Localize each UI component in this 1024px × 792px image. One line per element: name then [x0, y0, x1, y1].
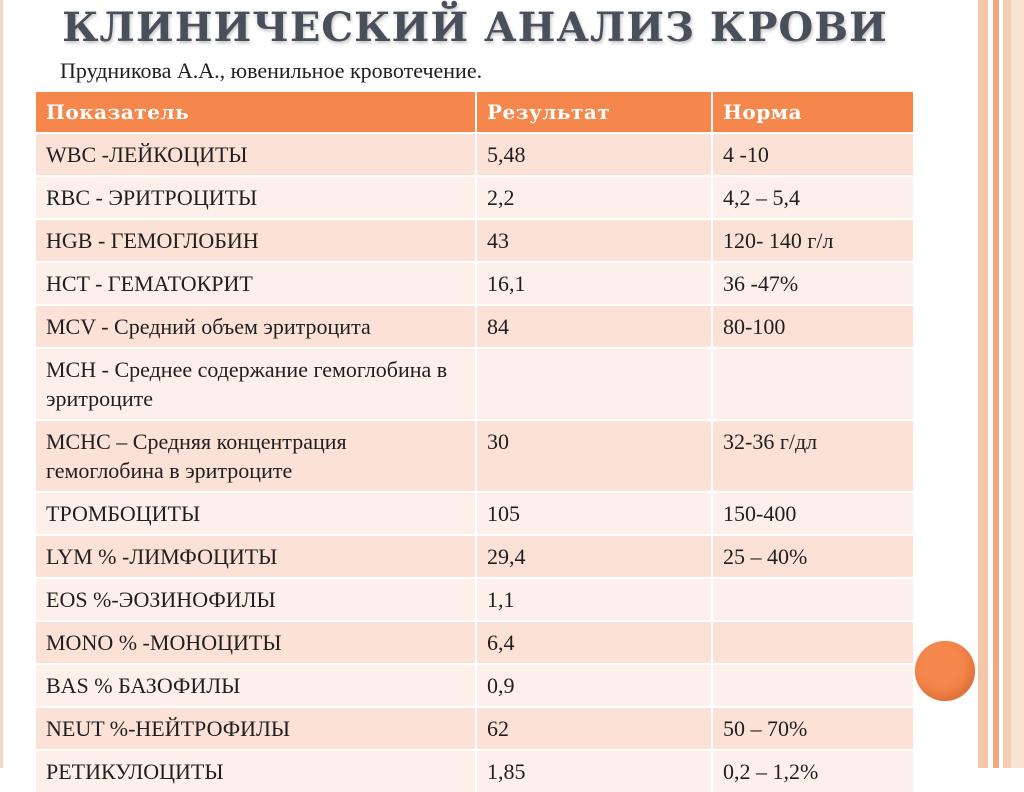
cell-result: 2,2	[476, 176, 712, 219]
table-row	[36, 133, 914, 176]
cell-norm	[712, 348, 914, 420]
table-row	[36, 305, 914, 348]
cell-parameter: BAS % БАЗОФИЛЫ	[36, 664, 476, 707]
cell-parameter: ТРОМБОЦИТЫ	[36, 492, 476, 535]
cell-norm: 80-100	[712, 305, 914, 348]
cell-norm: 36 -47%	[712, 262, 914, 305]
cell-norm	[712, 664, 914, 707]
left-border-line	[0, 0, 3, 768]
cell-norm: 150-400	[712, 492, 914, 535]
cell-result: 16,1	[476, 262, 712, 305]
table-row	[36, 420, 914, 492]
cell-parameter: EOS %-ЭОЗИНОФИЛЫ	[36, 578, 476, 621]
cell-result: 84	[476, 305, 712, 348]
cell-result: 105	[476, 492, 712, 535]
cell-result: 1,85	[476, 750, 712, 792]
table-header-row	[36, 92, 914, 133]
table-row	[36, 664, 914, 707]
cell-result: 30	[476, 420, 712, 492]
table-row	[36, 492, 914, 535]
cell-result: 62	[476, 707, 712, 750]
header-norm: Норма	[712, 92, 914, 133]
cell-parameter: MCHC – Средняя концентрация гемоглобина в эритроците	[36, 420, 476, 492]
cell-parameter: РЕТИКУЛОЦИТЫ	[36, 750, 476, 792]
table-row	[36, 176, 914, 219]
cell-parameter: RBC - ЭРИТРОЦИТЫ	[36, 176, 476, 219]
header-result: Результат	[476, 92, 712, 133]
cell-norm	[712, 578, 914, 621]
table-row	[36, 535, 914, 578]
slide-title: КЛИНИЧЕСКИЙ АНАЛИЗ КРОВИ	[62, 4, 888, 51]
cell-result	[476, 348, 712, 420]
decorative-circle	[915, 641, 975, 701]
cell-norm	[712, 621, 914, 664]
cell-parameter: MCV - Средний объем эритроцита	[36, 305, 476, 348]
cell-norm: 4 -10	[712, 133, 914, 176]
cell-parameter: WBC -ЛЕЙКОЦИТЫ	[36, 133, 476, 176]
cell-parameter: NEUT %-НЕЙТРОФИЛЫ	[36, 707, 476, 750]
cell-norm: 0,2 – 1,2%	[712, 750, 914, 792]
cell-result: 0,9	[476, 664, 712, 707]
cell-norm: 50 – 70%	[712, 707, 914, 750]
cell-result: 29,4	[476, 535, 712, 578]
cell-norm: 25 – 40%	[712, 535, 914, 578]
decorative-stripe	[978, 0, 988, 768]
cell-norm: 32-36 г/дл	[712, 420, 914, 492]
cell-parameter: HCT - ГЕМАТОКРИТ	[36, 262, 476, 305]
cell-norm: 4,2 – 5,4	[712, 176, 914, 219]
table-row	[36, 262, 914, 305]
table-row	[36, 707, 914, 750]
cell-result: 1,1	[476, 578, 712, 621]
cell-parameter: HGB - ГЕМОГЛОБИН	[36, 219, 476, 262]
cell-result: 43	[476, 219, 712, 262]
table-row	[36, 578, 914, 621]
decorative-stripe	[1003, 0, 1011, 768]
cell-parameter: MCH - Среднее содержание гемоглобина в эритроците	[36, 348, 476, 420]
table-row	[36, 348, 914, 420]
decorative-stripe	[1011, 0, 1024, 768]
cell-parameter: LYM % -ЛИМФОЦИТЫ	[36, 535, 476, 578]
table-row	[36, 750, 914, 792]
slide-subtitle: Прудникова А.А., ювенильное кровотечение.	[60, 58, 483, 83]
cell-norm: 120- 140 г/л	[712, 219, 914, 262]
blood-analysis-table	[36, 92, 915, 792]
table-row	[36, 621, 914, 664]
cell-result: 5,48	[476, 133, 712, 176]
cell-parameter: MONO % -МОНОЦИТЫ	[36, 621, 476, 664]
table-row	[36, 219, 914, 262]
cell-result: 6,4	[476, 621, 712, 664]
header-parameter: Показатель	[36, 92, 476, 133]
